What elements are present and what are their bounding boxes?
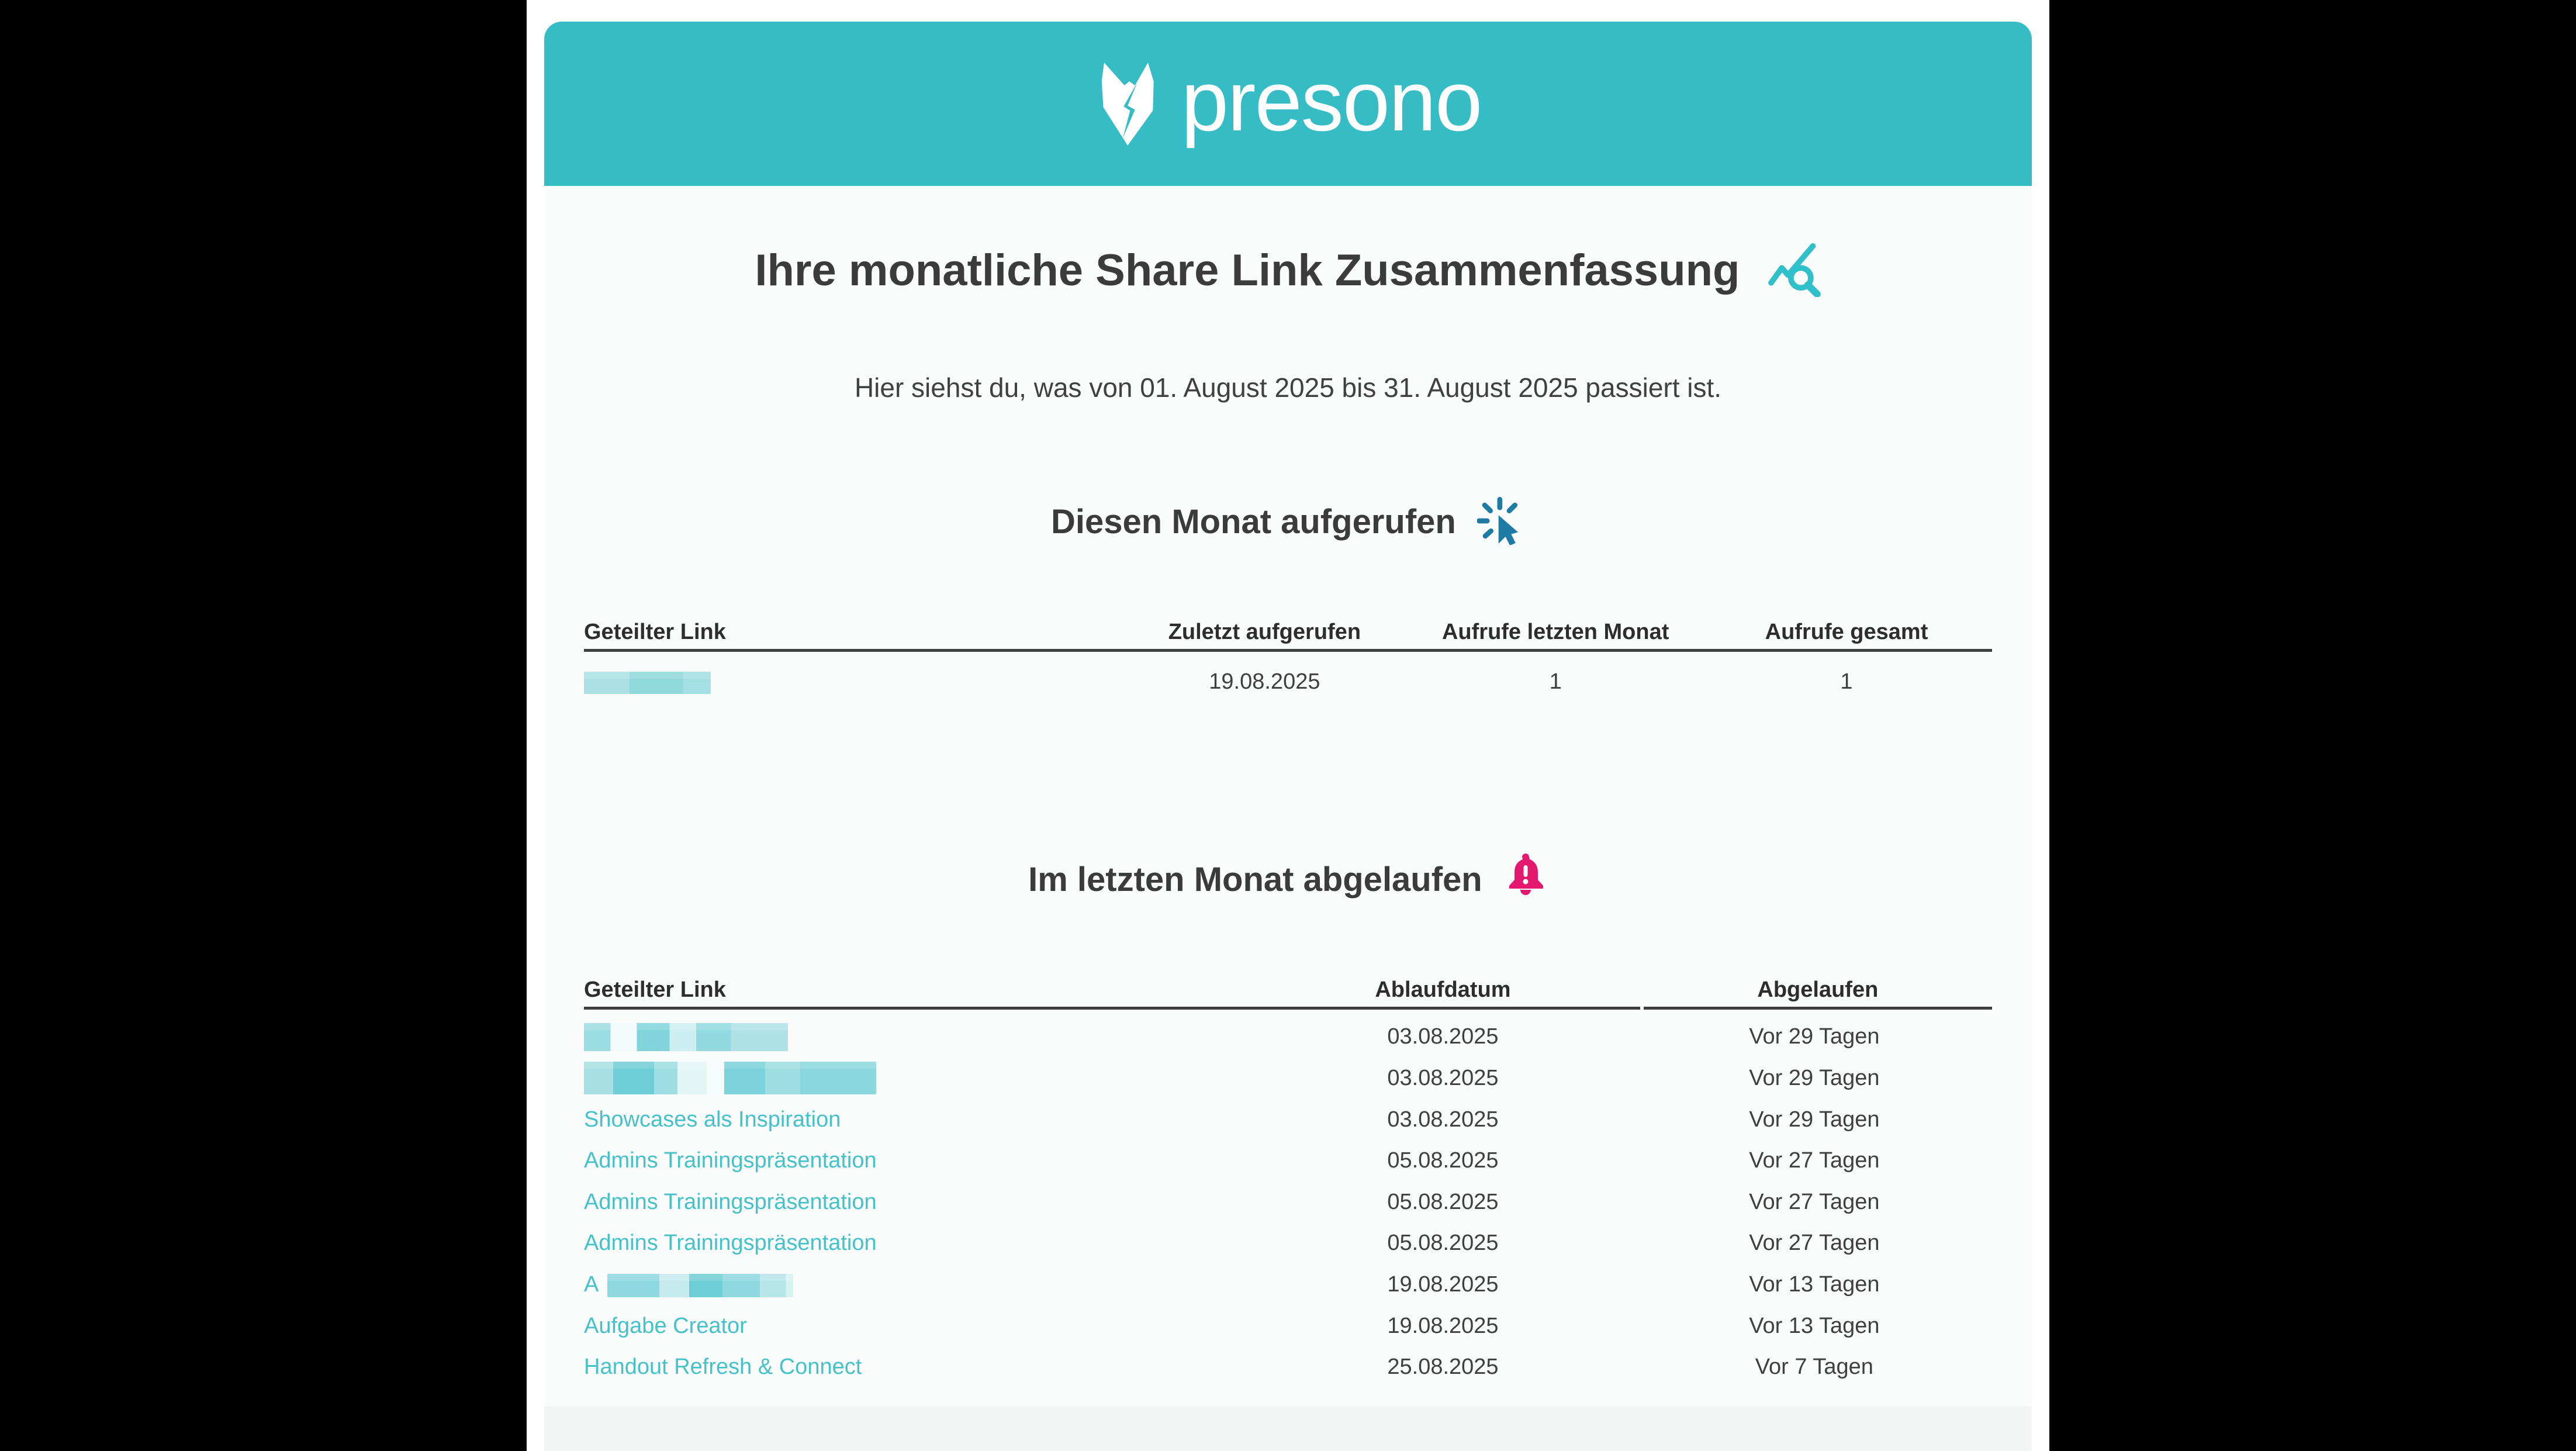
email-viewport <box>527 0 2049 1451</box>
expiry-date: 05.08.2025 <box>1387 1189 1499 1214</box>
share-link[interactable]: Showcases als Inspiration <box>584 1107 841 1132</box>
share-link[interactable]: Admins Trainingspräsentation <box>584 1231 877 1256</box>
presono-logo <box>1095 53 1482 150</box>
column-header-shared-link: Geteilter Link <box>584 978 1246 1010</box>
expiry-date: 03.08.2025 <box>1387 1107 1499 1132</box>
expired-table-header <box>584 978 1992 1010</box>
column-header-expiry-date: Ablaufdatum <box>1246 978 1640 1010</box>
expired-ago: Vor 13 Tagen <box>1749 1313 1880 1338</box>
expiry-date: 19.08.2025 <box>1387 1313 1499 1338</box>
share-link[interactable]: Admins Trainingspräsentation <box>584 1189 877 1214</box>
expired-link-row <box>584 1058 1992 1099</box>
expired-ago: Vor 29 Tagen <box>1749 1065 1880 1090</box>
email-header <box>544 22 2032 186</box>
share-link[interactable]: Admins Trainingspräsentation <box>584 1148 877 1173</box>
expired-link-row <box>584 1223 1992 1265</box>
expired-ago: Vor 13 Tagen <box>1749 1272 1880 1297</box>
viewed-link-row <box>584 661 1992 703</box>
shared-link-cell <box>584 1062 1246 1094</box>
column-header-views-last-month: Aufrufe letzten Monat <box>1410 620 1701 652</box>
expired-ago: Vor 29 Tagen <box>1749 1107 1880 1132</box>
expired-link-row <box>584 1017 1992 1058</box>
shared-link-cell <box>584 1272 1246 1297</box>
email-card <box>544 22 2032 1451</box>
shared-link-cell <box>584 669 1119 695</box>
viewed-section-heading-row <box>544 497 2032 545</box>
last-viewed-date: 19.08.2025 <box>1209 669 1320 694</box>
expired-ago: Vor 29 Tagen <box>1749 1024 1880 1049</box>
expired-ago: Vor 27 Tagen <box>1749 1148 1880 1173</box>
viewed-links-table <box>584 620 1992 703</box>
share-link[interactable]: Aufgabe Creator <box>584 1313 747 1338</box>
shared-link-cell <box>584 1355 1246 1380</box>
email-footer <box>544 1406 2032 1451</box>
cursor-click-icon <box>1477 497 1525 545</box>
expired-ago: Vor 27 Tagen <box>1749 1189 1880 1214</box>
expiry-date: 25.08.2025 <box>1387 1355 1499 1380</box>
expired-section-heading-row <box>544 852 2032 903</box>
redacted-share-link[interactable] <box>584 672 711 694</box>
presono-logo-text: presono <box>1181 53 1482 148</box>
column-header-expired-ago: Abgelaufen <box>1644 978 1992 1010</box>
date-range-text: Hier siehst du, was von 01. August 2025 bis 31. August 2025 passiert ist. <box>854 372 1722 403</box>
expired-section-heading: Im letzten Monat abgelaufen <box>1028 860 1482 899</box>
column-header-shared-link: Geteilter Link <box>584 620 1119 652</box>
trend-chart-magnifier-icon <box>1768 243 1821 297</box>
expired-ago: Vor 7 Tagen <box>1755 1355 1873 1380</box>
share-link[interactable]: A <box>584 1272 598 1297</box>
redacted-share-link[interactable] <box>584 1062 876 1094</box>
shared-link-cell <box>584 1148 1246 1173</box>
expired-link-row <box>584 1346 1992 1388</box>
expired-ago: Vor 27 Tagen <box>1749 1231 1880 1256</box>
alert-bell-icon <box>1503 852 1548 903</box>
column-header-views-total: Aufrufe gesamt <box>1701 620 1992 652</box>
shared-link-cell <box>584 1023 1246 1051</box>
redacted-share-link[interactable] <box>584 1023 788 1051</box>
newsletter-title: Ihre monatliche Share Link Zusammenfassung <box>755 246 1740 295</box>
shared-link-cell <box>584 1314 1246 1339</box>
views-last-month: 1 <box>1549 669 1562 694</box>
expired-links-table <box>584 978 1992 1388</box>
expiry-date: 05.08.2025 <box>1387 1231 1499 1256</box>
shared-link-cell <box>584 1107 1246 1132</box>
expiry-date: 05.08.2025 <box>1387 1148 1499 1173</box>
views-total: 1 <box>1840 669 1853 694</box>
redacted-share-link[interactable] <box>607 1274 793 1297</box>
page-title-row <box>544 243 2032 297</box>
expired-link-row <box>584 1099 1992 1141</box>
viewed-section-heading: Diesen Monat aufgerufen <box>1051 503 1456 541</box>
expired-link-row <box>584 1140 1992 1181</box>
shared-link-cell <box>584 1190 1246 1215</box>
email-body <box>544 186 2032 1406</box>
expired-link-row <box>584 1305 1992 1347</box>
share-link[interactable]: Handout Refresh & Connect <box>584 1355 862 1380</box>
viewed-table-header <box>584 620 1992 652</box>
expired-link-row <box>584 1181 1992 1223</box>
shared-link-cell <box>584 1231 1246 1256</box>
expiry-date: 19.08.2025 <box>1387 1272 1499 1297</box>
expiry-date: 03.08.2025 <box>1387 1065 1499 1090</box>
expired-link-row <box>584 1264 1992 1305</box>
presono-fox-icon <box>1095 60 1164 148</box>
expiry-date: 03.08.2025 <box>1387 1024 1499 1049</box>
column-header-last-viewed: Zuletzt aufgerufen <box>1119 620 1410 652</box>
